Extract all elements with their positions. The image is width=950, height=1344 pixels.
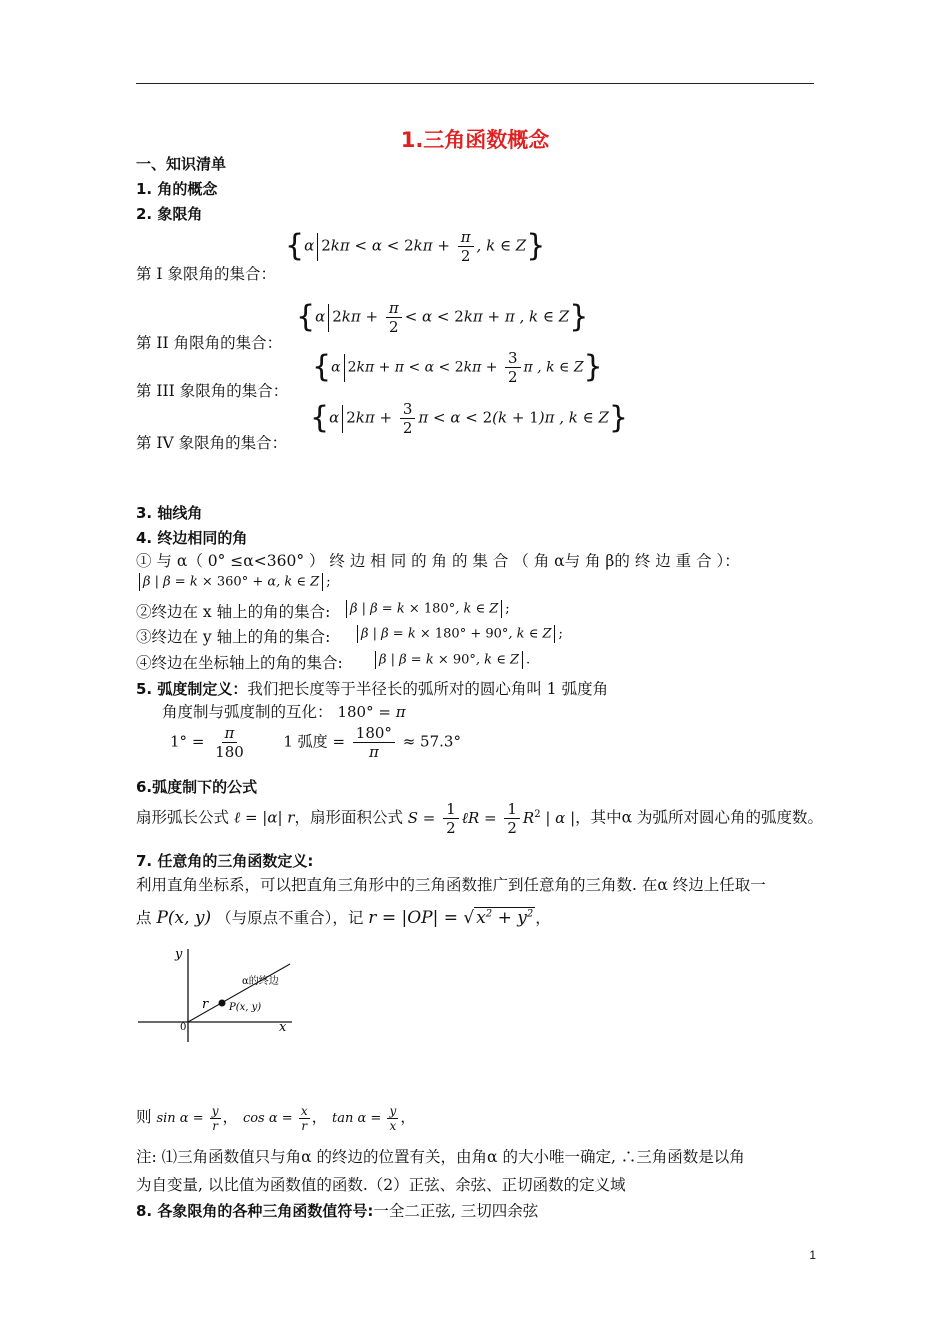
sign-rule-text: 一全二正弦, 三切四余弦 xyxy=(373,1202,539,1220)
quadrant-1-set: {α 2kπ < α < 2kπ + $\frac{\pi}{2}$ , k ∈ Z} xyxy=(285,228,546,265)
quadrant-2-set: {α 2kπ + $\frac{\pi}{2}$ < α < 2kπ + π , k ∈ Z} xyxy=(296,299,589,336)
coterminal-set-1: β | β = k × 360° + α, k ∈ Z ; xyxy=(136,573,331,591)
degree-radian-formulas: 1° = $\frac{\pi}{180}$ 1 弧度 = $\frac{180^\circ}{\pi}$ ≈ 57.3° xyxy=(170,724,461,761)
section-heading-knowledge: 一、知识清单 xyxy=(136,155,227,173)
heading-quadrant-angle: 2. 象限角 xyxy=(136,205,203,223)
then-word: 则 xyxy=(136,1108,152,1126)
sign-rule xyxy=(136,1199,538,1221)
terminal-side-label: α的终边 xyxy=(242,976,279,987)
trig-definitions: 则 sin α = $\frac{y}{r}$ ， cos α = $\frac{x}{r}$ ， tan α = $\frac{y}{x}$ ， xyxy=(136,1104,416,1133)
r-label: r xyxy=(202,997,209,1012)
radian-definition-text: 我们把长度等于半径长的弧所对的圆心角叫 1 弧度角 xyxy=(247,680,609,698)
any-angle-line-2: 点 P(x, y) （与原点不重合），记 r = |OP| = √ $x^2 + y^2$ ， xyxy=(136,908,551,928)
point-p xyxy=(219,1000,226,1007)
heading-axis-angle: 3. 轴线角 xyxy=(136,504,203,522)
coterminal-text-1: ① 与 α（ 0° ≤α<360° ） 终 边 相 同 的 角 的 集 合 （ 角 α与 角 β的 终 边 重 合 ）： xyxy=(136,552,740,570)
point-note: （与原点不重合），记 xyxy=(216,909,364,927)
terminal-side xyxy=(188,964,290,1022)
coterminal-text-2: ②终边在 x 轴上的角的集合: xyxy=(136,603,331,621)
coterminal-set-3: β | β = k × 180° + 90°, k ∈ Z ; xyxy=(354,625,563,643)
coterminal-set-4: β | β = k × 90°, k ∈ Z . xyxy=(372,651,530,669)
any-angle-line-1: 利用直角坐标系，可以把直角三角形中的三角函数推广到任意角的三角数. 在α 终边上任取一 xyxy=(136,876,766,894)
conversion-line: 角度制与弧度制的互化： 180° = π xyxy=(162,703,406,721)
coterminal-set-2: β | β = k × 180°, k ∈ Z ; xyxy=(343,600,510,618)
quadrant-4-label: 第 IV 象限角的集合： xyxy=(136,434,288,452)
note-line-1: 注: ⑴三角函数值只与角α 的终边的位置有关，由角α 的大小唯一确定, ∴三角函数是以角 xyxy=(136,1148,745,1166)
heading-sign-rule: 8. 各象限角的各种三角函数值符号: xyxy=(136,1202,374,1220)
sector-area-label: ，扇形面积公式 xyxy=(294,808,403,827)
origin-label: 0 xyxy=(180,1022,187,1033)
conversion-label: 角度制与弧度制的互化： xyxy=(162,703,333,721)
point-word: 点 xyxy=(136,909,152,927)
sector-formulas: 扇形弧长公式 ℓ = |α| r，扇形面积公式 S = $\frac{1}{2}$ ℓR = $\frac{1}{2}$ $R^2$ | α |，其中α 为弧所对圆心角的弧度数。 xyxy=(136,800,824,837)
note-line-2: 为自变量, 以比值为函数值的函数.（2）正弦、余弦、正切函数的定义域 xyxy=(136,1176,626,1194)
quadrant-2-label: 第 II 角限角的集合： xyxy=(136,334,283,352)
one-radian-label: 1 弧度 = xyxy=(283,732,346,751)
quadrant-3-label: 第 III 象限角的集合： xyxy=(136,382,289,400)
heading-coterminal: 4. 终边相同的角 xyxy=(136,529,248,547)
page-number: 1 xyxy=(809,1248,816,1262)
unit-diagram xyxy=(130,944,300,1044)
page-title: 1.三角函数概念 xyxy=(400,128,550,152)
heading-any-angle: 7. 任意角的三角函数定义: xyxy=(136,852,314,870)
sector-note: ，其中α 为弧所对圆心角的弧度数。 xyxy=(575,808,824,827)
x-axis-label: x xyxy=(279,1020,287,1035)
radian-definition xyxy=(136,677,608,699)
coterminal-text-3: ③终边在 y 轴上的角的集合: xyxy=(136,628,331,646)
coterminal-text-4: ④终边在坐标轴上的角的集合: xyxy=(136,654,343,672)
quadrant-3-set: {α 2kπ + π < α < 2kπ + $\frac{3}{2}$ π , k ∈ Z} xyxy=(312,349,603,386)
quadrant-1-label: 第 I 象限角的集合： xyxy=(136,265,276,283)
heading-radian-formulas: 6.弧度制下的公式 xyxy=(136,778,258,796)
heading-radian: 5. 弧度制定义： xyxy=(136,680,248,698)
heading-angle-concept: 1. 角的概念 xyxy=(136,180,218,198)
point-p-label: P(x, y) xyxy=(229,1002,262,1013)
arc-length-label: 扇形弧长公式 xyxy=(136,808,230,827)
header-rule xyxy=(136,83,814,84)
quadrant-4-set: {α 2kπ + $\frac{3}{2}$ π < α < 2(k + 1)π , k ∈ Z} xyxy=(310,400,628,437)
y-axis-label: y xyxy=(175,947,183,962)
